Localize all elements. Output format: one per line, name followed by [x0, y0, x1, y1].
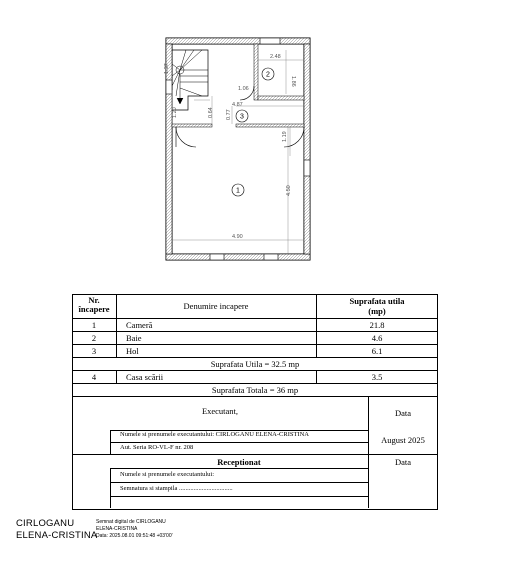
wall-bottom	[166, 254, 310, 260]
signer-name-line1: CIRLOGANU	[16, 518, 75, 529]
header-nr: Nr.	[88, 295, 100, 305]
dim-room1-height: 4.50	[286, 185, 292, 196]
executant-date: August 2025	[381, 435, 425, 445]
room-label-3: 3	[240, 113, 244, 121]
data-label-2: Data	[394, 457, 412, 467]
row3-name: Hol	[126, 346, 139, 356]
row4-name: Casa scării	[126, 372, 164, 382]
dim-right-small: 1.19	[282, 131, 288, 142]
signed-digitally-line2: ELENA-CRISTINA	[96, 526, 138, 532]
row2-name: Baie	[126, 333, 142, 343]
dim-room2-height: 1.86	[290, 76, 296, 87]
receptionat-name: Numele si prenumele executantului:	[120, 471, 215, 478]
row2-nr: 2	[91, 333, 97, 343]
header-suprafata: Suprafata utila	[349, 296, 405, 306]
floor-plan-drawing	[150, 30, 350, 270]
header-denumire: Denumire incapere	[183, 301, 249, 311]
dim-hol-width: 4.87	[232, 102, 243, 108]
row1-name: Cameră	[126, 320, 153, 330]
dim-hol-left: 0.64	[208, 107, 214, 118]
data-label: Data	[394, 408, 412, 418]
executant-authorization: Aut. Seria RO-VL-F nr. 208	[120, 444, 194, 451]
row1-nr: 1	[91, 320, 97, 330]
receptionat-signature: Semnatura si stampila .................................	[120, 485, 233, 492]
wall-right	[304, 44, 310, 254]
signed-digitally-date: Data: 2025.08.01 09:51:48 +03'00'	[96, 533, 173, 539]
header-incapere: încapere	[78, 304, 110, 314]
row3-area: 6.1	[371, 346, 383, 356]
executant-label: Executant,	[201, 406, 239, 416]
signer-name-line2: ELENA-CRISTINA	[16, 530, 98, 541]
dim-top-width: 2.48	[270, 54, 281, 60]
dim-room1-width: 4.90	[232, 234, 243, 240]
wall-left	[166, 44, 172, 254]
row4-nr: 4	[91, 372, 97, 382]
row1-area: 21.8	[369, 320, 385, 330]
dim-left-mid: 1.20	[172, 107, 178, 118]
room-label-2: 2	[266, 71, 270, 79]
row4-area: 3.5	[371, 372, 383, 382]
floor-plan	[150, 30, 350, 270]
suprafata-utila: Suprafata Utila = 32.5 mp	[210, 359, 300, 369]
dim-hol-mid: 0.77	[226, 109, 232, 120]
row3-nr: 3	[91, 346, 97, 356]
signed-digitally-line1: Semnat digital de CIRLOGANU	[96, 519, 166, 525]
header-unit: (mp)	[368, 306, 386, 316]
row2-area: 4.6	[371, 333, 383, 343]
room-table	[72, 294, 438, 510]
wall-top	[166, 38, 310, 44]
suprafata-totala: Suprafata Totala = 36 mp	[211, 385, 299, 395]
digital-signature	[16, 518, 416, 558]
receptionat-label: Receptionat	[217, 457, 261, 467]
executant-name: Numele si prenumele executantului: CIRLOGANU ELENA-CRISTINA	[120, 431, 310, 438]
dim-stair-gap: 1.06	[238, 86, 249, 92]
dim-left-upper: 1.37	[164, 63, 170, 74]
room-label-1: 1	[236, 187, 240, 195]
